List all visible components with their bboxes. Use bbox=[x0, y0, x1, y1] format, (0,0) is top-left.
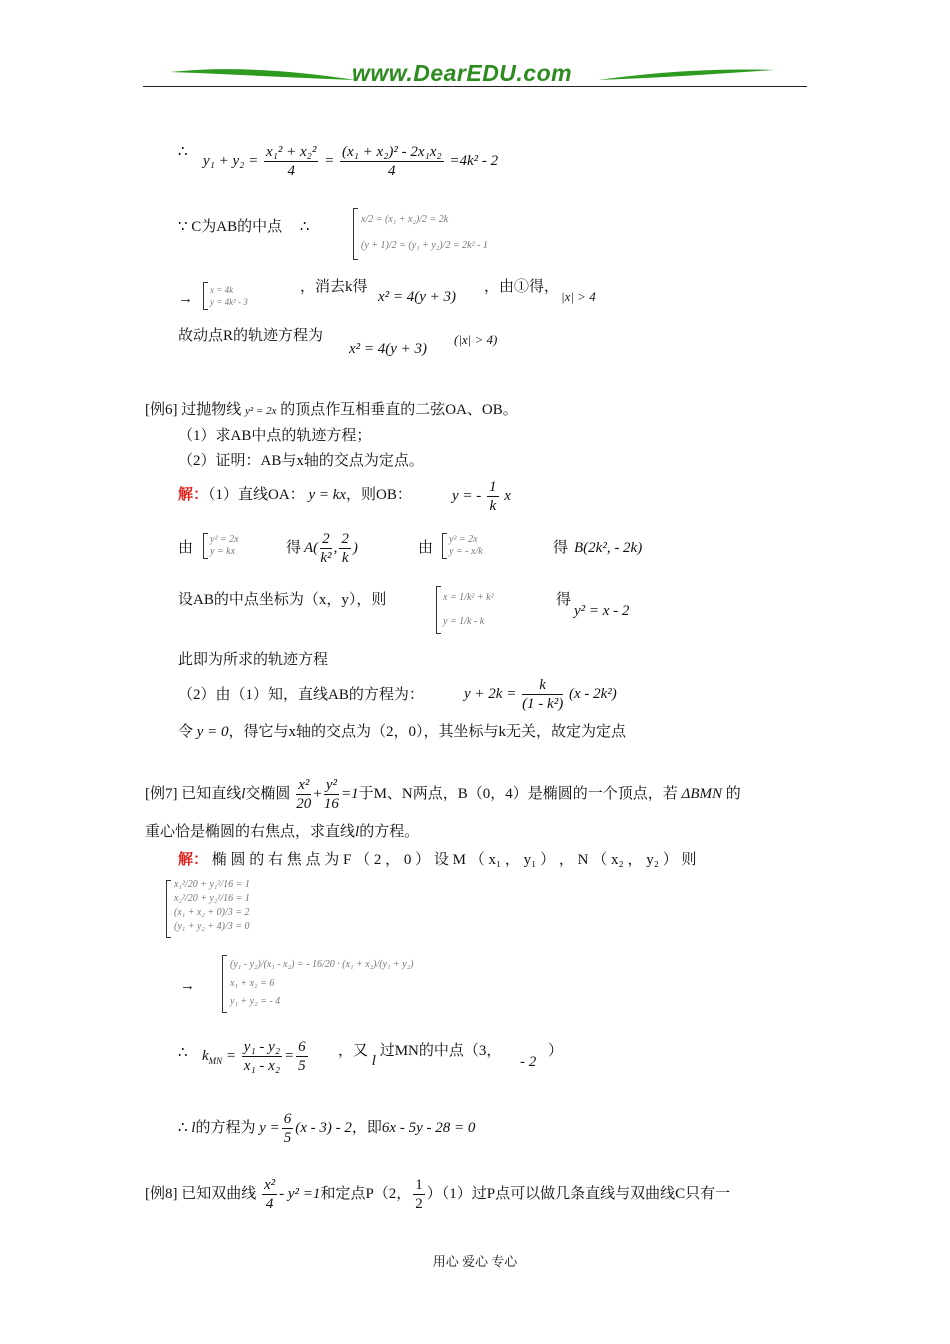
system-E bbox=[230, 955, 550, 1011]
line-l-4: l bbox=[191, 1120, 196, 1136]
trajectory-eq: y² = x - 2 bbox=[574, 603, 630, 619]
example7-sol-text: 椭 圆 的 右 焦 点 为 F （ 2 ， 0 ） 设 M （ x₁ ， y₁ ） ， N （ x₂ ， y₂ ） 则 bbox=[211, 852, 697, 868]
line-l-3: l bbox=[371, 1053, 376, 1069]
conclusion-cond: (|x| > 4) bbox=[454, 332, 498, 347]
header-swoosh-left bbox=[168, 64, 358, 86]
therefore-symbol-2: ∴ bbox=[299, 219, 310, 235]
system1-row1: x/2 = (x₁ + x₂)/2 = 2k bbox=[361, 214, 449, 225]
system2-row1: x = 4k bbox=[210, 285, 234, 295]
let-text-b: ，得它与x轴的交点为（2，0），其坐标与k无关，故定为定点 bbox=[228, 724, 627, 740]
page-footer: 用心 爱心 专心 bbox=[432, 1254, 518, 1269]
systemC-row2: y = 1/k - k bbox=[443, 616, 485, 627]
triangle-bmn: ΔBMN bbox=[681, 786, 722, 802]
slope-fraction: $\frac{\text{y₁ - y₂}}{\text{x₁ - x₂}}$ bbox=[243, 1039, 281, 1075]
from-B-text: 由 bbox=[418, 540, 434, 556]
therefore-symbol: ∴ bbox=[178, 144, 188, 160]
slope-value: $\frac{6}{5}$ bbox=[298, 1039, 306, 1075]
systemB-row2: y = - x/k bbox=[449, 546, 483, 557]
because-line bbox=[178, 217, 309, 237]
example6-title-eq: y² = 2x bbox=[245, 405, 277, 417]
example6-title-pre: [例6] 过抛物线 bbox=[145, 402, 242, 418]
system1-row2: (y + 1)/2 = (y₁ + y₂)/2 = 2k² - 1 bbox=[361, 240, 488, 251]
slope-mn-eq: $k_{MN}$ = $\frac{\text{y₁ - y₂}}{\text{x₁ - x₂}}$ = $\frac{6}{5}$ bbox=[202, 1039, 306, 1075]
sol-line1-eq1: y = kx bbox=[308, 487, 347, 503]
l-eq-c: 6x - 5y - 28 = 0 bbox=[381, 1120, 476, 1136]
example8-title-pre: [例8] 已知双曲线 bbox=[145, 1186, 257, 1202]
midpoint-text: 设AB的中点坐标为（x，y），则 bbox=[178, 592, 387, 608]
let-eq: y = 0 bbox=[196, 724, 229, 740]
line-l: l bbox=[241, 786, 246, 802]
ob-equation: y = - $\frac{1}{k}$ x bbox=[452, 479, 511, 515]
eq-sum-y: y₁ + y₂ = $\frac{\text{x₁² + x₂²}}{4}$ = $\frac{\text{(x₁ + x₂)² - 2x₁x₂}}{4}$ =4k² - 2 bbox=[203, 144, 499, 180]
header-rule bbox=[143, 86, 807, 87]
arrow-line-2: → bbox=[180, 978, 195, 994]
therefore-k-symbol: ∴ bbox=[178, 1045, 188, 1061]
eq1-fraction-1: $\frac{\text{x₁² + x₂²}}{4}$ bbox=[266, 144, 317, 180]
arrow-symbol: → bbox=[178, 291, 193, 307]
sol-line1-b: ，则OB： bbox=[346, 487, 412, 503]
arrow-line bbox=[178, 289, 193, 309]
slope-text-b: 过MN的中点（3， bbox=[379, 1043, 502, 1059]
example7-title-pre: [例7] 已知直线 bbox=[145, 786, 242, 802]
l-eq-text2: ，即 bbox=[351, 1120, 382, 1136]
example8-title bbox=[145, 1172, 730, 1216]
l-eq-b: (x - 3) - 2 bbox=[295, 1120, 352, 1136]
eliminate-equation: x² = 4(y + 3) bbox=[378, 289, 457, 305]
example7-title-mid: 交椭圆 bbox=[245, 786, 291, 802]
got-C-text: 得 bbox=[556, 592, 572, 608]
ab-equation: y + 2k = $\frac{k}{\text{(1 - k²)}}$ (x - 2k²) bbox=[464, 677, 617, 713]
hyperbola-rest: - y² =1 bbox=[279, 1186, 321, 1202]
system-brace-A bbox=[203, 533, 208, 559]
slope-text-a: ，又 bbox=[338, 1043, 369, 1059]
example7-sol-line bbox=[178, 850, 696, 870]
eq1-fraction-2: $\frac{\text{(x₁ + x₂)² - 2x₁x₂}}{4}$ bbox=[342, 144, 442, 180]
ellipse-frac-y: $\frac{\text{y²}}{16}$ bbox=[323, 777, 339, 813]
therefore-l-symbol: ∴ bbox=[178, 1120, 188, 1136]
conclusion-text: 故动点R的轨迹方程为 bbox=[178, 328, 324, 344]
from-A-text: 由 bbox=[178, 540, 194, 556]
point-B: B(2k², - 2k) bbox=[574, 540, 643, 556]
example6-title bbox=[145, 400, 518, 421]
let-line bbox=[178, 722, 626, 742]
site-logo: www.DearEDU.com bbox=[352, 60, 573, 86]
slope-text bbox=[338, 1041, 502, 1069]
l-eq-text: 的方程为 bbox=[195, 1120, 256, 1136]
systemD-row1: x₁²/20 + y₁²/16 = 1 bbox=[174, 879, 250, 890]
l-equation-line bbox=[178, 1108, 475, 1148]
from-circle1-text: ，由①得， bbox=[484, 279, 560, 295]
l-eq-fraction: $\frac{6}{5}$ bbox=[283, 1111, 292, 1147]
example6-q1: （1）求AB中点的轨迹方程； bbox=[178, 428, 372, 444]
systemD-row3: (x₁ + x₂ + 0)/3 = 2 bbox=[174, 907, 250, 918]
ob-fraction: $\frac{1}{k}$ bbox=[489, 479, 497, 515]
systemA-row2: y = kx bbox=[210, 546, 236, 557]
conclusion-eq: x² = 4(y + 3) bbox=[349, 341, 428, 357]
header-swoosh-right bbox=[596, 64, 776, 86]
systemB-row1: y² = 2x bbox=[449, 534, 478, 545]
got-A-text: 得 bbox=[286, 540, 302, 556]
system-brace-2 bbox=[203, 282, 208, 310]
systemA-row1: y² = 2x bbox=[210, 534, 239, 545]
example6-sol-line1 bbox=[178, 485, 412, 505]
solution-label-7: 解： bbox=[178, 852, 209, 868]
because-text: ∵ C为AB的中点 bbox=[178, 219, 283, 235]
line-l-2: l bbox=[355, 824, 360, 840]
systemE-row3: y₁ + y₂ = - 4 bbox=[230, 996, 281, 1007]
system-D bbox=[174, 878, 474, 934]
got-B-text: 得 bbox=[553, 540, 569, 556]
example6-title-post: 的顶点作互相垂直的二弦OA、OB。 bbox=[280, 402, 518, 418]
example7-line2 bbox=[145, 822, 419, 842]
sol-line1-a: （1）直线OA： bbox=[208, 487, 305, 503]
example7-title: [例7] 已知直线l交椭圆 $\frac{\text{x²}}{20}$ + $\frac{\text{y²}}{16}$ =1于M、N两点，B（0，4）是椭圆的一个顶点，若 ΔBMN 的 bbox=[145, 777, 741, 813]
condition-abs: |x| > 4 bbox=[561, 289, 596, 304]
example6-q2: （2）证明：AB与x轴的交点为定点。 bbox=[178, 453, 424, 469]
system-brace-C bbox=[436, 586, 441, 634]
systemE-row2: x₁ + x₂ = 6 bbox=[230, 978, 275, 989]
midpoint-y: - 2 bbox=[520, 1054, 537, 1070]
example7-line2-b: 的方程。 bbox=[359, 824, 420, 840]
solution-label: 解： bbox=[178, 487, 209, 503]
example8-title-mid: 和定点P（2， bbox=[320, 1186, 412, 1202]
point-A: A( $\frac{2}{\text{k²}}$ , $\frac{2}{k}$ ) bbox=[304, 531, 358, 567]
systemD-row4: (y₁ + y₂ + 4)/3 = 0 bbox=[174, 921, 250, 932]
systemD-row2: x₂²/20 + y₂²/16 = 1 bbox=[174, 893, 250, 904]
example7-line2-a: 重心恰是椭圆的右焦点，求直线 bbox=[145, 824, 356, 840]
system-brace-1 bbox=[353, 208, 358, 260]
system-brace-E bbox=[222, 955, 227, 1013]
system-brace-D bbox=[166, 880, 171, 938]
midpoint-close: ） bbox=[548, 1043, 564, 1059]
systemE-row1: (y₁ - y₂)/(x₁ - x₂) = - 16/20 · (x₁ + x₂)/(y₁ + y₂) bbox=[230, 959, 414, 970]
let-text-a: 令 bbox=[178, 724, 194, 740]
eliminate-text: ，消去k得 bbox=[300, 279, 368, 295]
eq1-rhs: =4k² - 2 bbox=[449, 153, 499, 169]
system-brace-B bbox=[442, 533, 447, 559]
l-eq-a: y = bbox=[259, 1120, 280, 1136]
example7-title-post: 于M、N两点，B（0，4）是椭圆的一个顶点，若 bbox=[358, 786, 678, 802]
ab-fraction: $\frac{k}{\text{(1 - k²)}}$ bbox=[522, 677, 564, 713]
example8-title-post: ）（1）过P点可以做几条直线与双曲线C只有一 bbox=[426, 1186, 731, 1202]
part2-text: （2）由（1）知，直线AB的方程为： bbox=[178, 687, 424, 703]
point-p-fraction: $\frac{1}{2}$ bbox=[415, 1177, 423, 1213]
eq1-lhs: y₁ + y₂ = bbox=[203, 153, 259, 169]
hyperbola-fraction: $\frac{\text{x²}}{4}$ bbox=[264, 1177, 276, 1213]
ellipse-frac-x: $\frac{\text{x²}}{20}$ bbox=[296, 777, 312, 813]
trajectory-text: 此即为所求的轨迹方程 bbox=[178, 652, 329, 668]
system2-row2: y = 4k² - 3 bbox=[210, 297, 248, 307]
example7-title-end: 的 bbox=[725, 786, 741, 802]
systemC-row1: x = 1/k² + k² bbox=[443, 592, 494, 603]
therefore-line-1 bbox=[178, 142, 188, 162]
